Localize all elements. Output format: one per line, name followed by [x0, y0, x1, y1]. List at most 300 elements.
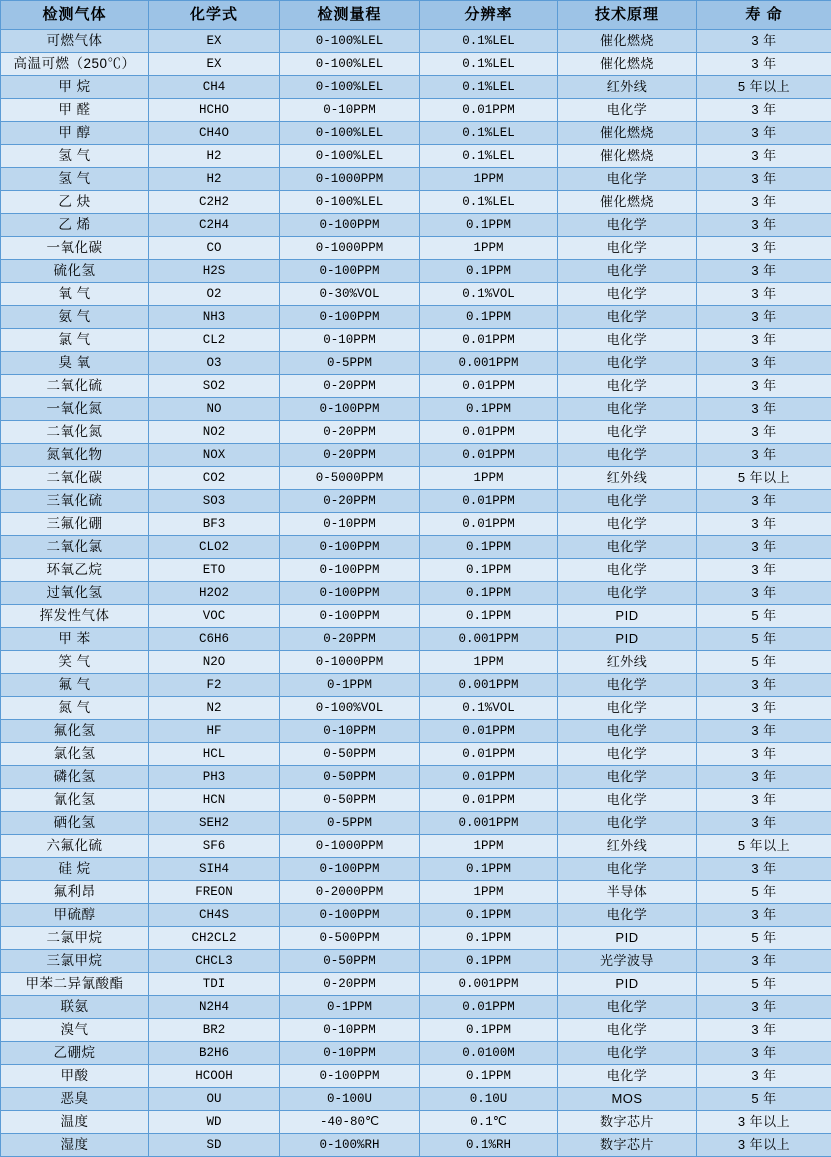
cell-chemical-formula: C2H2	[149, 191, 280, 214]
table-row	[1, 950, 831, 973]
cell-chemical-formula: SO3	[149, 490, 280, 513]
cell-resolution: 1PPM	[420, 237, 558, 260]
cell-chemical-formula: CHCL3	[149, 950, 280, 973]
table-row	[1, 1019, 831, 1042]
cell-resolution: 0.01PPM	[420, 743, 558, 766]
cell-chemical-formula: CL2	[149, 329, 280, 352]
cell-lifespan: 5 年	[697, 628, 831, 651]
cell-gas-name: 温度	[1, 1111, 149, 1134]
cell-lifespan: 5 年	[697, 973, 831, 996]
cell-lifespan: 3 年	[697, 766, 831, 789]
cell-detection-range: 0-10PPM	[280, 329, 420, 352]
cell-chemical-formula: HCHO	[149, 99, 280, 122]
cell-lifespan: 5 年以上	[697, 467, 831, 490]
cell-resolution: 0.01PPM	[420, 421, 558, 444]
cell-gas-name: 溴气	[1, 1019, 149, 1042]
cell-chemical-formula: C6H6	[149, 628, 280, 651]
cell-chemical-formula: BR2	[149, 1019, 280, 1042]
cell-detection-range: 0-50PPM	[280, 766, 420, 789]
cell-detection-range: 0-20PPM	[280, 421, 420, 444]
cell-technical-principle: MOS	[558, 1088, 697, 1111]
cell-technical-principle: 红外线	[558, 467, 697, 490]
table-row	[1, 168, 831, 191]
table-row	[1, 674, 831, 697]
cell-gas-name: 可燃气体	[1, 30, 149, 53]
cell-chemical-formula: BF3	[149, 513, 280, 536]
cell-resolution: 0.1PPM	[420, 214, 558, 237]
table-row	[1, 582, 831, 605]
cell-technical-principle: 电化学	[558, 582, 697, 605]
cell-technical-principle: 催化燃烧	[558, 191, 697, 214]
cell-lifespan: 3 年	[697, 904, 831, 927]
cell-gas-name: 硅 烷	[1, 858, 149, 881]
cell-resolution: 0.1%RH	[420, 1134, 558, 1157]
cell-chemical-formula: O3	[149, 352, 280, 375]
cell-chemical-formula: CH4O	[149, 122, 280, 145]
cell-gas-name: 挥发性气体	[1, 605, 149, 628]
cell-chemical-formula: CH2CL2	[149, 927, 280, 950]
table-row	[1, 99, 831, 122]
cell-lifespan: 3 年	[697, 536, 831, 559]
cell-gas-name: 氰化氢	[1, 789, 149, 812]
column-header-formula: 化学式	[149, 1, 280, 30]
cell-gas-name: 氟利昂	[1, 881, 149, 904]
cell-lifespan: 3 年	[697, 237, 831, 260]
cell-lifespan: 3 年	[697, 720, 831, 743]
cell-detection-range: 0-10PPM	[280, 720, 420, 743]
cell-gas-name: 一氧化氮	[1, 398, 149, 421]
cell-gas-name: 三氟化硼	[1, 513, 149, 536]
cell-chemical-formula: CO2	[149, 467, 280, 490]
table-row	[1, 352, 831, 375]
cell-lifespan: 3 年	[697, 145, 831, 168]
cell-detection-range: 0-100PPM	[280, 605, 420, 628]
cell-resolution: 0.001PPM	[420, 812, 558, 835]
cell-technical-principle: 电化学	[558, 490, 697, 513]
cell-resolution: 0.001PPM	[420, 628, 558, 651]
cell-resolution: 0.01PPM	[420, 329, 558, 352]
cell-detection-range: 0-20PPM	[280, 490, 420, 513]
cell-lifespan: 3 年	[697, 191, 831, 214]
column-header-life: 寿 命	[697, 1, 831, 30]
cell-resolution: 0.001PPM	[420, 352, 558, 375]
cell-resolution: 0.1PPM	[420, 1065, 558, 1088]
cell-detection-range: 0-50PPM	[280, 789, 420, 812]
cell-chemical-formula: CO	[149, 237, 280, 260]
cell-technical-principle: 电化学	[558, 421, 697, 444]
cell-chemical-formula: H2O2	[149, 582, 280, 605]
table-row	[1, 191, 831, 214]
cell-detection-range: 0-50PPM	[280, 743, 420, 766]
cell-resolution: 0.01PPM	[420, 766, 558, 789]
cell-technical-principle: 电化学	[558, 329, 697, 352]
cell-detection-range: 0-100%LEL	[280, 191, 420, 214]
cell-chemical-formula: VOC	[149, 605, 280, 628]
cell-detection-range: 0-1000PPM	[280, 651, 420, 674]
cell-chemical-formula: NH3	[149, 306, 280, 329]
cell-resolution: 0.1%LEL	[420, 53, 558, 76]
cell-gas-name: 乙 炔	[1, 191, 149, 214]
cell-chemical-formula: HCL	[149, 743, 280, 766]
cell-chemical-formula: N2	[149, 697, 280, 720]
table-row	[1, 973, 831, 996]
cell-resolution: 0.1PPM	[420, 950, 558, 973]
cell-chemical-formula: H2	[149, 168, 280, 191]
cell-gas-name: 六氟化硫	[1, 835, 149, 858]
cell-technical-principle: 红外线	[558, 76, 697, 99]
cell-gas-name: 甲苯二异氰酸酯	[1, 973, 149, 996]
cell-technical-principle: 红外线	[558, 651, 697, 674]
cell-resolution: 0.1%LEL	[420, 191, 558, 214]
table-row	[1, 559, 831, 582]
table-row	[1, 858, 831, 881]
cell-technical-principle: 电化学	[558, 375, 697, 398]
cell-lifespan: 3 年	[697, 582, 831, 605]
cell-chemical-formula: ETO	[149, 559, 280, 582]
table-row	[1, 1042, 831, 1065]
cell-resolution: 0.01PPM	[420, 444, 558, 467]
table-row	[1, 720, 831, 743]
cell-lifespan: 3 年以上	[697, 1111, 831, 1134]
cell-resolution: 0.1%VOL	[420, 697, 558, 720]
cell-resolution: 1PPM	[420, 467, 558, 490]
cell-lifespan: 3 年	[697, 30, 831, 53]
table-row	[1, 927, 831, 950]
table-row	[1, 421, 831, 444]
cell-chemical-formula: N2O	[149, 651, 280, 674]
table-row	[1, 697, 831, 720]
cell-lifespan: 3 年	[697, 444, 831, 467]
table-row	[1, 789, 831, 812]
cell-chemical-formula: F2	[149, 674, 280, 697]
cell-lifespan: 3 年	[697, 375, 831, 398]
cell-lifespan: 3 年	[697, 950, 831, 973]
cell-detection-range: 0-1000PPM	[280, 168, 420, 191]
cell-lifespan: 3 年	[697, 283, 831, 306]
cell-chemical-formula: NO2	[149, 421, 280, 444]
cell-chemical-formula: NOX	[149, 444, 280, 467]
cell-gas-name: 二氯甲烷	[1, 927, 149, 950]
table-row	[1, 766, 831, 789]
table-row	[1, 536, 831, 559]
cell-lifespan: 3 年	[697, 99, 831, 122]
cell-gas-name: 硒化氢	[1, 812, 149, 835]
cell-lifespan: 5 年以上	[697, 76, 831, 99]
cell-detection-range: 0-500PPM	[280, 927, 420, 950]
cell-lifespan: 3 年	[697, 559, 831, 582]
cell-lifespan: 3 年	[697, 122, 831, 145]
cell-resolution: 0.1PPM	[420, 1019, 558, 1042]
cell-lifespan: 5 年	[697, 1088, 831, 1111]
table-row	[1, 881, 831, 904]
table-row	[1, 513, 831, 536]
table-body	[1, 30, 831, 1157]
cell-gas-name: 二氧化氯	[1, 536, 149, 559]
column-header-resolution: 分辨率	[420, 1, 558, 30]
cell-gas-name: 甲硫醇	[1, 904, 149, 927]
cell-technical-principle: 电化学	[558, 237, 697, 260]
cell-resolution: 0.1PPM	[420, 559, 558, 582]
cell-chemical-formula: OU	[149, 1088, 280, 1111]
cell-technical-principle: 电化学	[558, 214, 697, 237]
cell-lifespan: 3 年	[697, 513, 831, 536]
cell-chemical-formula: CH4	[149, 76, 280, 99]
cell-resolution: 0.1PPM	[420, 582, 558, 605]
column-header-principle: 技术原理	[558, 1, 697, 30]
cell-resolution: 0.10U	[420, 1088, 558, 1111]
cell-technical-principle: 电化学	[558, 352, 697, 375]
cell-resolution: 0.01PPM	[420, 720, 558, 743]
cell-gas-name: 氟 气	[1, 674, 149, 697]
cell-chemical-formula: N2H4	[149, 996, 280, 1019]
cell-resolution: 0.01PPM	[420, 375, 558, 398]
table-row	[1, 329, 831, 352]
cell-resolution: 0.1%LEL	[420, 76, 558, 99]
cell-resolution: 0.1PPM	[420, 260, 558, 283]
cell-resolution: 0.1%LEL	[420, 30, 558, 53]
cell-technical-principle: 电化学	[558, 743, 697, 766]
cell-gas-name: 二氧化硫	[1, 375, 149, 398]
cell-resolution: 0.1%LEL	[420, 122, 558, 145]
cell-detection-range: 0-100%LEL	[280, 30, 420, 53]
cell-resolution: 1PPM	[420, 835, 558, 858]
table-row	[1, 628, 831, 651]
cell-detection-range: 0-100PPM	[280, 1065, 420, 1088]
cell-resolution: 1PPM	[420, 651, 558, 674]
table-row	[1, 237, 831, 260]
cell-chemical-formula: H2S	[149, 260, 280, 283]
column-header-range: 检测量程	[280, 1, 420, 30]
cell-technical-principle: 电化学	[558, 283, 697, 306]
cell-technical-principle: 电化学	[558, 720, 697, 743]
cell-lifespan: 3 年	[697, 996, 831, 1019]
cell-gas-name: 高温可燃（250℃）	[1, 53, 149, 76]
cell-chemical-formula: B2H6	[149, 1042, 280, 1065]
cell-lifespan: 3 年	[697, 214, 831, 237]
cell-gas-name: 氮氧化物	[1, 444, 149, 467]
cell-detection-range: 0-10PPM	[280, 1042, 420, 1065]
cell-lifespan: 5 年	[697, 927, 831, 950]
cell-technical-principle: 催化燃烧	[558, 53, 697, 76]
cell-chemical-formula: HF	[149, 720, 280, 743]
cell-detection-range: 0-5000PPM	[280, 467, 420, 490]
cell-detection-range: 0-5PPM	[280, 812, 420, 835]
cell-detection-range: 0-100PPM	[280, 260, 420, 283]
cell-resolution: 0.01PPM	[420, 513, 558, 536]
cell-chemical-formula: O2	[149, 283, 280, 306]
cell-technical-principle: 催化燃烧	[558, 145, 697, 168]
cell-detection-range: 0-20PPM	[280, 444, 420, 467]
cell-gas-name: 湿度	[1, 1134, 149, 1157]
cell-technical-principle: 红外线	[558, 835, 697, 858]
cell-detection-range: 0-20PPM	[280, 375, 420, 398]
cell-detection-range: 0-100PPM	[280, 858, 420, 881]
cell-detection-range: 0-100%LEL	[280, 122, 420, 145]
cell-detection-range: 0-100%LEL	[280, 53, 420, 76]
table-row	[1, 76, 831, 99]
table-row	[1, 122, 831, 145]
table-row	[1, 1088, 831, 1111]
cell-detection-range: 0-20PPM	[280, 628, 420, 651]
cell-technical-principle: PID	[558, 973, 697, 996]
table-row	[1, 1111, 831, 1134]
cell-lifespan: 5 年	[697, 881, 831, 904]
table-header	[1, 1, 831, 30]
cell-resolution: 0.1℃	[420, 1111, 558, 1134]
cell-lifespan: 3 年	[697, 421, 831, 444]
cell-resolution: 0.001PPM	[420, 973, 558, 996]
cell-lifespan: 3 年	[697, 858, 831, 881]
cell-gas-name: 氮 气	[1, 697, 149, 720]
table-row	[1, 306, 831, 329]
cell-technical-principle: PID	[558, 927, 697, 950]
cell-gas-name: 氟化氢	[1, 720, 149, 743]
table-row	[1, 651, 831, 674]
table-row	[1, 467, 831, 490]
cell-chemical-formula: SO2	[149, 375, 280, 398]
cell-resolution: 0.001PPM	[420, 674, 558, 697]
cell-detection-range: 0-100%RH	[280, 1134, 420, 1157]
cell-gas-name: 乙 烯	[1, 214, 149, 237]
cell-detection-range: 0-1000PPM	[280, 237, 420, 260]
table-row	[1, 904, 831, 927]
cell-lifespan: 3 年以上	[697, 1134, 831, 1157]
cell-lifespan: 3 年	[697, 168, 831, 191]
cell-detection-range: -40-80℃	[280, 1111, 420, 1134]
cell-technical-principle: 催化燃烧	[558, 122, 697, 145]
cell-chemical-formula: TDI	[149, 973, 280, 996]
cell-detection-range: 0-100PPM	[280, 306, 420, 329]
cell-technical-principle: 半导体	[558, 881, 697, 904]
cell-gas-name: 过氧化氢	[1, 582, 149, 605]
cell-technical-principle: 光学波导	[558, 950, 697, 973]
cell-resolution: 0.01PPM	[420, 996, 558, 1019]
cell-detection-range: 0-100%LEL	[280, 76, 420, 99]
cell-technical-principle: 电化学	[558, 996, 697, 1019]
cell-chemical-formula: CH4S	[149, 904, 280, 927]
cell-lifespan: 3 年	[697, 1019, 831, 1042]
cell-technical-principle: 电化学	[558, 99, 697, 122]
cell-technical-principle: 催化燃烧	[558, 30, 697, 53]
cell-detection-range: 0-50PPM	[280, 950, 420, 973]
cell-lifespan: 5 年	[697, 605, 831, 628]
cell-technical-principle: 电化学	[558, 306, 697, 329]
cell-detection-range: 0-2000PPM	[280, 881, 420, 904]
cell-chemical-formula: NO	[149, 398, 280, 421]
column-header-gas: 检测气体	[1, 1, 149, 30]
cell-detection-range: 0-20PPM	[280, 973, 420, 996]
cell-detection-range: 0-1PPM	[280, 996, 420, 1019]
cell-lifespan: 3 年	[697, 697, 831, 720]
cell-technical-principle: 电化学	[558, 513, 697, 536]
cell-technical-principle: 电化学	[558, 1042, 697, 1065]
cell-lifespan: 3 年	[697, 260, 831, 283]
cell-technical-principle: 电化学	[558, 904, 697, 927]
table-header-row	[1, 1, 831, 30]
table-row	[1, 835, 831, 858]
cell-chemical-formula: PH3	[149, 766, 280, 789]
table-row	[1, 1134, 831, 1157]
cell-technical-principle: 电化学	[558, 674, 697, 697]
table-row	[1, 53, 831, 76]
cell-resolution: 1PPM	[420, 881, 558, 904]
cell-chemical-formula: FREON	[149, 881, 280, 904]
cell-gas-name: 氨 气	[1, 306, 149, 329]
cell-lifespan: 3 年	[697, 812, 831, 835]
cell-gas-name: 环氧乙烷	[1, 559, 149, 582]
cell-gas-name: 恶臭	[1, 1088, 149, 1111]
cell-chemical-formula: SF6	[149, 835, 280, 858]
cell-resolution: 0.1PPM	[420, 858, 558, 881]
table-row	[1, 605, 831, 628]
cell-gas-name: 三氯甲烷	[1, 950, 149, 973]
cell-resolution: 1PPM	[420, 168, 558, 191]
cell-gas-name: 臭 氧	[1, 352, 149, 375]
cell-detection-range: 0-100%LEL	[280, 145, 420, 168]
table-row	[1, 444, 831, 467]
table-row	[1, 490, 831, 513]
cell-resolution: 0.1PPM	[420, 927, 558, 950]
cell-chemical-formula: EX	[149, 53, 280, 76]
cell-resolution: 0.1PPM	[420, 904, 558, 927]
cell-resolution: 0.01PPM	[420, 490, 558, 513]
cell-resolution: 0.01PPM	[420, 99, 558, 122]
cell-gas-name: 甲 苯	[1, 628, 149, 651]
cell-detection-range: 0-1PPM	[280, 674, 420, 697]
cell-gas-name: 磷化氢	[1, 766, 149, 789]
cell-gas-name: 一氧化碳	[1, 237, 149, 260]
cell-detection-range: 0-10PPM	[280, 513, 420, 536]
cell-gas-name: 甲 醇	[1, 122, 149, 145]
cell-gas-name: 硫化氢	[1, 260, 149, 283]
cell-technical-principle: 电化学	[558, 168, 697, 191]
cell-chemical-formula: WD	[149, 1111, 280, 1134]
cell-gas-name: 氧 气	[1, 283, 149, 306]
cell-technical-principle: 电化学	[558, 559, 697, 582]
cell-lifespan: 3 年	[697, 53, 831, 76]
cell-technical-principle: 数字芯片	[558, 1111, 697, 1134]
cell-technical-principle: 电化学	[558, 766, 697, 789]
cell-gas-name: 氯化氢	[1, 743, 149, 766]
cell-lifespan: 3 年	[697, 1042, 831, 1065]
cell-lifespan: 3 年	[697, 674, 831, 697]
table-row	[1, 812, 831, 835]
cell-detection-range: 0-100PPM	[280, 398, 420, 421]
cell-detection-range: 0-10PPM	[280, 1019, 420, 1042]
cell-resolution: 0.1%VOL	[420, 283, 558, 306]
cell-technical-principle: PID	[558, 628, 697, 651]
cell-chemical-formula: EX	[149, 30, 280, 53]
cell-chemical-formula: CLO2	[149, 536, 280, 559]
cell-detection-range: 0-100%VOL	[280, 697, 420, 720]
cell-detection-range: 0-100PPM	[280, 559, 420, 582]
cell-technical-principle: 电化学	[558, 1065, 697, 1088]
cell-resolution: 0.1PPM	[420, 306, 558, 329]
cell-resolution: 0.01PPM	[420, 789, 558, 812]
cell-technical-principle: 电化学	[558, 812, 697, 835]
cell-technical-principle: 电化学	[558, 260, 697, 283]
cell-detection-range: 0-10PPM	[280, 99, 420, 122]
cell-technical-principle: 电化学	[558, 1019, 697, 1042]
cell-technical-principle: 电化学	[558, 789, 697, 812]
cell-technical-principle: 电化学	[558, 858, 697, 881]
cell-gas-name: 氢 气	[1, 145, 149, 168]
cell-gas-name: 氢 气	[1, 168, 149, 191]
cell-technical-principle: 电化学	[558, 444, 697, 467]
cell-resolution: 0.0100M	[420, 1042, 558, 1065]
cell-lifespan: 3 年	[697, 789, 831, 812]
cell-lifespan: 3 年	[697, 352, 831, 375]
